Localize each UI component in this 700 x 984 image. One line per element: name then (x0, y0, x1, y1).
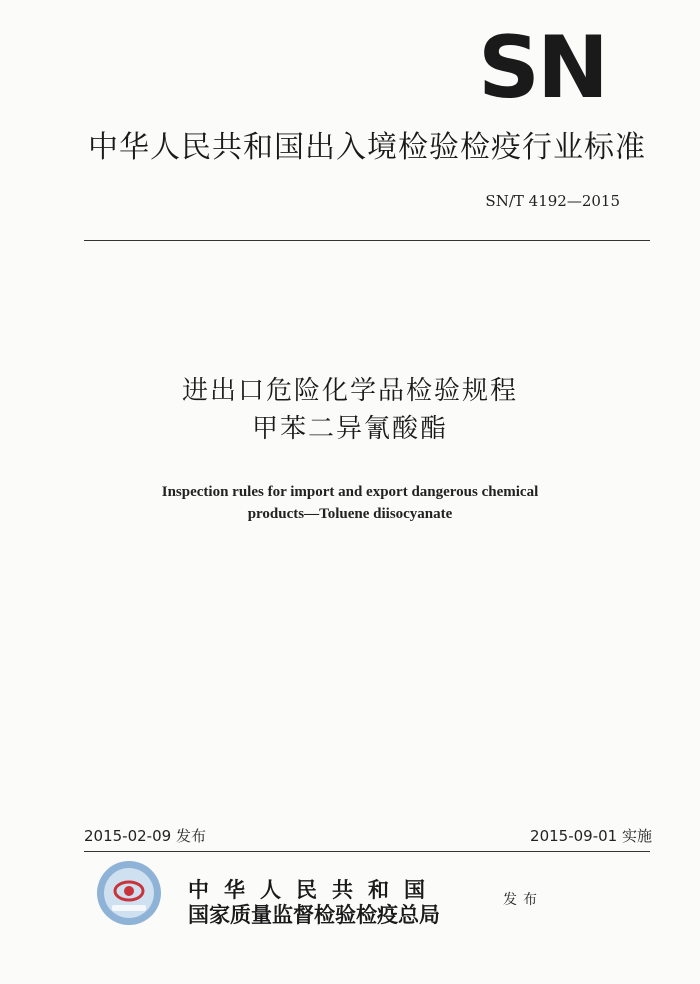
issue-date: 2015-02-09 发布 (84, 827, 206, 845)
title-english-line2: products—Toluene diisocyanate (247, 506, 453, 522)
title-chinese-line1: 进出口危险化学品检验规程 (181, 376, 518, 406)
issuer-agency: 国家质量监督检验检疫总局 (188, 902, 440, 927)
title-chinese (0, 372, 700, 448)
anti-counterfeit-stamp-icon (96, 860, 162, 926)
bottom-rule (84, 851, 650, 852)
title-chinese-line2: 甲苯二异氰酸酯 (251, 414, 448, 444)
publish-label: 发布 (503, 892, 543, 908)
standard-code: SN/T 4192—2015 (485, 192, 620, 210)
title-english-line1: Inspection rules for import and export dangerous chemical (161, 484, 539, 500)
issuer-block (188, 878, 440, 928)
issuer-country: 中华人民共和国 (188, 877, 440, 902)
title-english (0, 481, 700, 525)
sn-logo: SN (478, 32, 606, 104)
effective-date: 2015-09-01 实施 (530, 827, 652, 845)
top-rule (84, 240, 650, 241)
org-line: 中华人民共和国出入境检验检疫行业标准 (88, 130, 646, 165)
